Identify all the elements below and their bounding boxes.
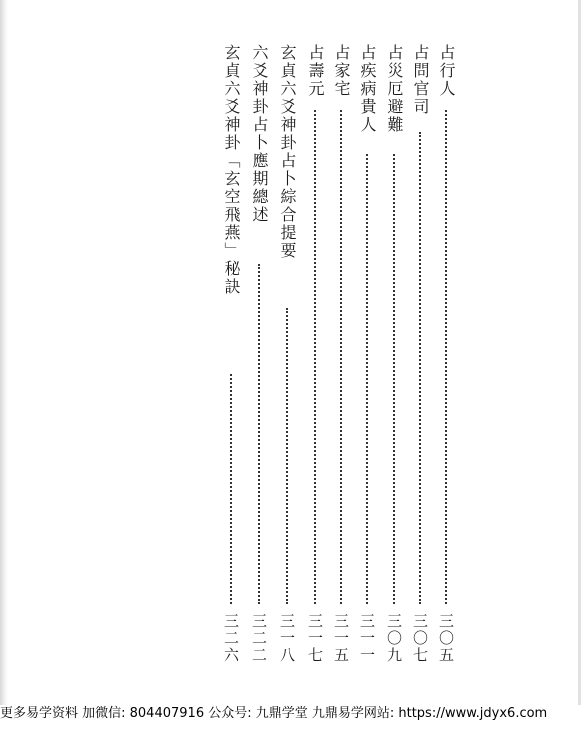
toc-entry-title: 占行人 — [437, 44, 456, 98]
dot-leader — [314, 110, 316, 604]
dot-leader — [230, 374, 232, 604]
toc-entry-jiazhai — [331, 44, 351, 664]
toc-entry-title: 占壽元 — [306, 44, 325, 98]
watermark-footer — [0, 703, 581, 725]
table-of-contents — [0, 44, 581, 664]
dot-leader — [340, 110, 342, 604]
toc-entry-page-number: 三〇五 — [437, 613, 455, 664]
toc-entry-title: 玄貞六爻神卦「玄空飛燕」秘訣 — [222, 44, 241, 296]
footer-info-text: 更多易学资料 加微信: 804407916 公众号: 九鼎学堂 九鼎易学网站: https://www.jdyx6.com — [0, 706, 548, 721]
toc-entry-zonghe-tiyao — [277, 44, 297, 664]
toc-entry-xuankong-feiyan — [221, 44, 241, 664]
dot-leader — [445, 110, 447, 604]
dot-leader — [393, 154, 395, 604]
toc-entry-title: 占疾病貴人 — [358, 44, 377, 134]
toc-entry-title: 占問官司 — [411, 44, 430, 116]
toc-entry-title: 玄貞六爻神卦占卜綜合提要 — [278, 44, 297, 260]
toc-entry-title: 占家宅 — [332, 44, 351, 98]
toc-entry-page-number: 三一八 — [278, 613, 296, 664]
toc-entry-page-number: 三一七 — [306, 613, 324, 664]
toc-entry-guansi — [410, 44, 430, 664]
dot-leader — [419, 132, 421, 604]
toc-entry-jibing — [357, 44, 377, 664]
toc-entry-yingqi-zongshu — [249, 44, 269, 664]
toc-entry-page-number: 三〇九 — [385, 613, 403, 664]
dot-leader — [286, 308, 288, 604]
toc-entry-page-number: 三〇七 — [411, 613, 429, 664]
toc-entry-page-number: 三二六 — [222, 613, 240, 664]
dot-leader — [366, 154, 368, 604]
toc-entry-page-number: 三一一 — [358, 613, 376, 664]
toc-entry-shouyuan — [305, 44, 325, 664]
toc-entry-title: 六爻神卦占卜應期總述 — [250, 44, 269, 224]
toc-entry-zaie — [384, 44, 404, 664]
toc-entry-page-number: 三二二 — [250, 613, 268, 664]
toc-entry-page-number: 三一五 — [332, 613, 350, 664]
toc-entry-title: 占災厄避難 — [385, 44, 404, 134]
toc-entry-xingren — [436, 44, 456, 664]
dot-leader — [258, 264, 260, 604]
